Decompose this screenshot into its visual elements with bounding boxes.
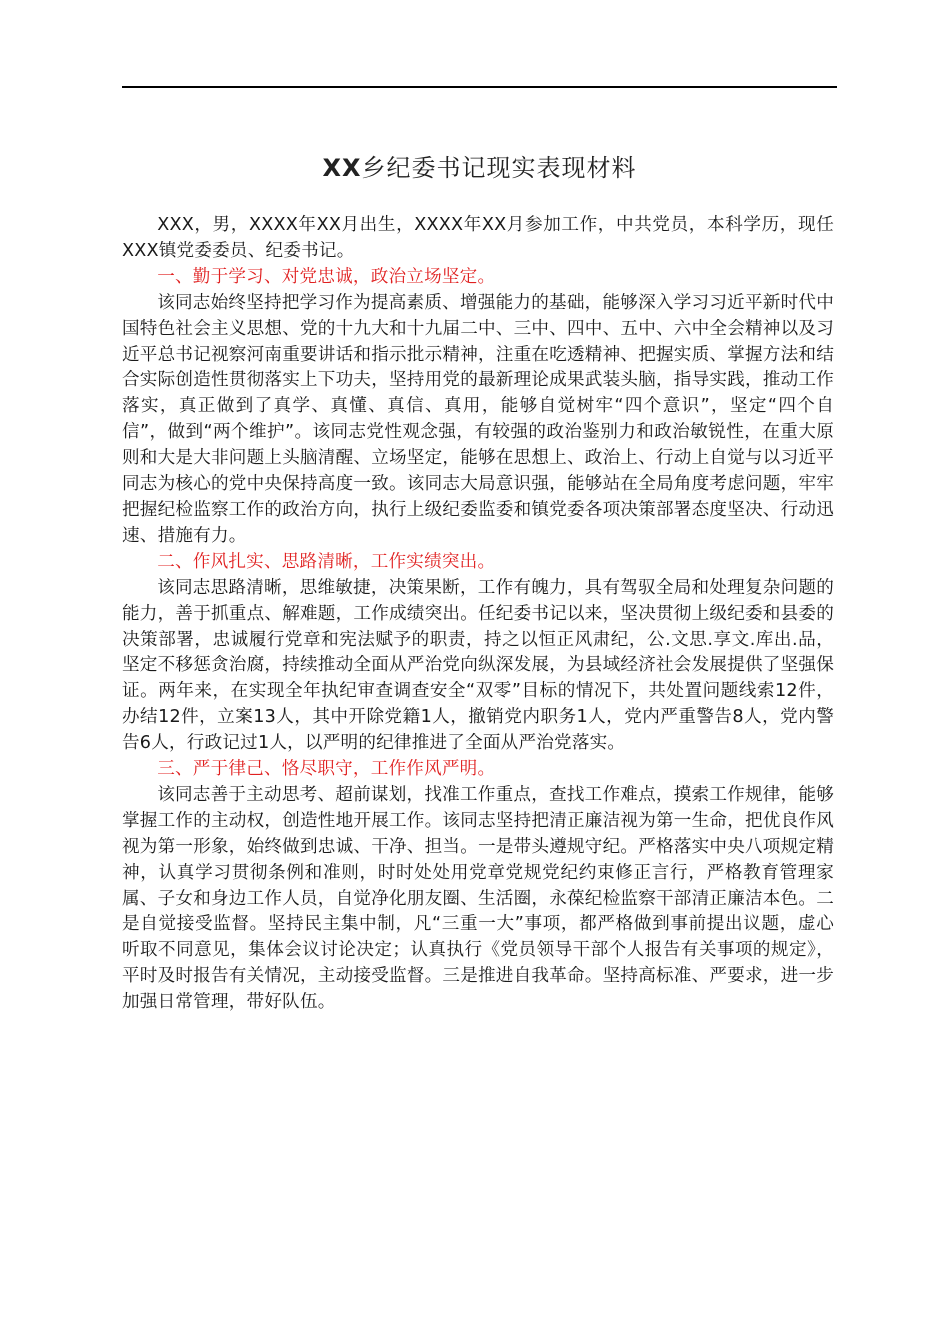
document-title [122, 150, 837, 186]
document-body [122, 213, 834, 1016]
document-title-text: 乡纪委书记现实表现材料 [361, 154, 637, 182]
header-rule [122, 86, 837, 88]
intro-paragraph: XXX，男，XXXX年XX月出生，XXXX年XX月参加工作，中共党员，本科学历，现任XXX镇党委委员、纪委书记。 [122, 215, 834, 261]
section-heading-2: 二、作风扎实、思路清晰，工作实绩突出。 [157, 551, 496, 572]
section-body-3: 该同志善于主动思考、超前谋划，找准工作重点，查找工作难点，摸索工作规律，能够掌握工作的主动权，创造性地开展工作。该同志坚持把清正廉洁视为第一生命，把优良作风视为第一形象，始终做到忠诚、干净、担当。一是带头遵规守纪。严格落实中央八项规定精神，认真学习贯彻条例和准则，时时处处用党章党规党纪约束修正言行，严格教育管理家属、子女和身边工作人员，自觉净化朋友圈、生活圈，永葆纪检监察干部清正廉洁本色。二是自觉接受监督。坚持民主集中制，凡“三重一大”事项，都严格做到事前提出议题，虚心听取不同意见，集体会议讨论决定；认真执行《党员领导干部个人报告有关事项的规定》，平时及时报告有关情况，主动接受监督。三是推进自我革命。坚持高标准、严要求，进一步加强日常管理，带好队伍。 [122, 784, 834, 1013]
section-body-1: 该同志始终坚持把学习作为提高素质、增强能力的基础，能够深入学习习近平新时代中国特色社会主义思想、党的十九大和十九届二中、三中、四中、五中、六中全会精神以及习近平总书记视察河南重要讲话和指示批示精神，注重在吃透精神、把握实质、掌握方法和结合实际创造性贯彻落实上下功夫，坚持用党的最新理论成果武装头脑，指导实践，推动工作落实，真正做到了真学、真懂、真信、真用，能够自觉树牢“四个意识”，坚定“四个自信”，做到“两个维护”。该同志党性观念强，有较强的政治鉴别力和政治敏锐性，在重大原则和大是大非问题上头脑清醒、立场坚定，能够在思想上、政治上、行动上自觉与以习近平同志为核心的党中央保持高度一致。该同志大局意识强，能够站在全局角度考虑问题，牢牢把握纪检监察工作的政治方向，执行上级纪委监委和镇党委各项决策部署态度坚决、行动迅速、措施有力。 [122, 292, 834, 546]
section-body-2: 该同志思路清晰，思维敏捷，决策果断，工作有魄力，具有驾驭全局和处理复杂问题的能力，善于抓重点、解难题，工作成绩突出。任纪委书记以来，坚决贯彻上级纪委和县委的决策部署，忠诚履行党章和宪法赋予的职责，持之以恒正风肃纪，公.文思.享文.库出.品，坚定不移惩贪治腐，持续推动全面从严治党向纵深发展，为县域经济社会发展提供了坚强保证。两年来，在实现全年执纪审查调查安全“双零”目标的情况下，共处置问题线索12件，办结12件，立案13人，其中开除党籍1人，撤销党内职务1人，党内严重警告8人，党内警告6人，行政记过1人，以严明的纪律推进了全面从严治党落实。 [122, 577, 834, 754]
section-heading-3: 三、严于律己、恪尽职守，工作作风严明。 [157, 759, 496, 780]
document-title-prefix: XX [322, 154, 362, 182]
section-heading-1: 一、勤于学习、对党忠诚，政治立场坚定。 [157, 266, 496, 287]
